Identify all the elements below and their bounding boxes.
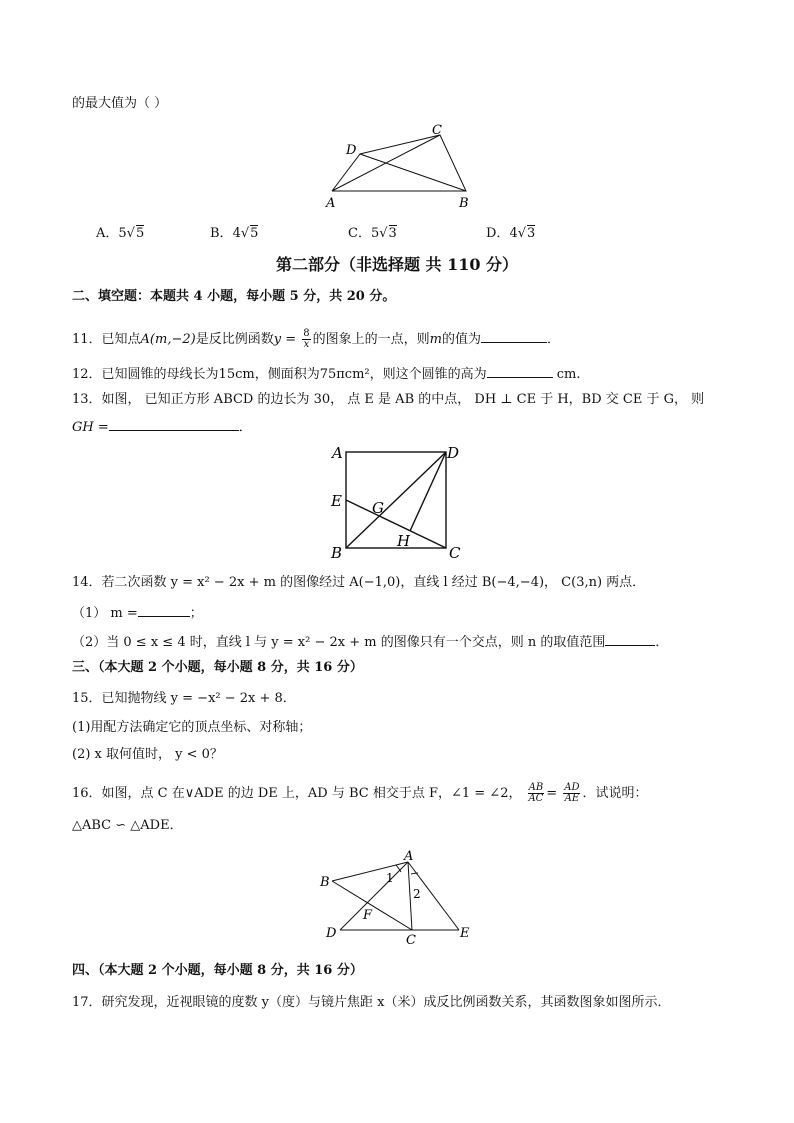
q16-figure (316, 848, 482, 946)
q10-label-b: B (459, 196, 469, 211)
q13-label-h: H (397, 532, 411, 550)
q10-text: 的最大值为（ ） (72, 96, 168, 111)
q16-label-e: E (460, 926, 470, 941)
q16-label-angle-1: 1 (386, 871, 394, 885)
q16-line-ac (408, 862, 412, 930)
q15-part1: (1)用配方法确定它的顶点坐标、对称轴； (72, 720, 312, 735)
q15-part2: (2) x 取何值时， y < 0？ (72, 747, 223, 762)
q14-line1: 14．若二次函数 y = x² − 2x + m 的图像经过 A(−1,0)，直线 l 经过 B(−4,−4)， C(3,n) 两点． (72, 575, 646, 590)
q10-diagonal-bd (360, 154, 466, 191)
q14-part1-blank (138, 603, 190, 617)
q13-answer-blank (109, 417, 239, 431)
q11-fraction: $\frac{8}{x}$ (303, 328, 310, 350)
q11: 11．已知点A(m,−2)是反比例函数y = $\frac{8}{x}$ 的图象上的一点，则m的值为 ． (72, 328, 560, 350)
q16-line1: 16．如图，点 C 在∨ADE 的边 DE 上，AD 与 BC 相交于点 F，∠1 = ∠2， $\frac{AB}{AC}$ = $\frac{AD}{AE}$ ．试说明： (72, 782, 648, 804)
q16-label-c: C (406, 933, 416, 946)
q16-label-a: A (404, 849, 414, 864)
q12-answer-blank (487, 364, 553, 378)
q13-label-c: C (449, 544, 461, 562)
q13-line-dh (410, 452, 446, 531)
q16-label-f: F (363, 908, 373, 923)
q11-answer-blank (481, 329, 547, 343)
q13-label-e: E (331, 492, 342, 510)
q14-part2-blank (605, 632, 655, 646)
q15-line1: 15．已知抛物线 y = −x² − 2x + 8． (72, 691, 296, 706)
q13-figure (326, 442, 466, 562)
q10-figure (318, 122, 478, 212)
q16-fraction-ab-ac: $\frac{AB}{AC}$ (528, 782, 544, 804)
q10-option-b: B．4√5 (210, 226, 259, 241)
q16-label-d: D (326, 926, 337, 941)
q13-line-ec (346, 500, 446, 548)
q16-label-b: B (320, 875, 330, 890)
q10-label-a: A (326, 196, 336, 211)
q12: 12．已知圆锥的母线长为15cm，侧面积为75πcm²，则这个圆锥的高为 cm. (72, 364, 581, 384)
q10-option-d: D．4√3 (486, 226, 536, 241)
q17-line1: 17．研究发现，近视眼镜的度数 y（度）与镜片焦距 x（米）成反比例函数关系，其函数图象如图所示． (72, 995, 671, 1010)
q10-label-c: C (432, 123, 442, 138)
q10-option-a: A．5√5 (96, 226, 145, 241)
q10-option-c: C．5√3 (348, 226, 397, 241)
q13-line-bd (346, 452, 446, 548)
part2-title: 第二部分（非选择题 共 110 分） (275, 255, 519, 274)
q13-label-b: B (331, 544, 343, 562)
q13-line2: GH = ． (72, 417, 252, 437)
section4-heading: 四、（本大题 2 个小题，每小题 8 分，共 16 分） (72, 963, 363, 978)
section3-heading: 三、（本大题 2 个小题，每小题 8 分，共 16 分） (72, 660, 363, 675)
q13-label-g: G (372, 499, 384, 517)
q13-label-d: D (447, 444, 460, 462)
q13-label-a: A (332, 444, 343, 462)
q16-line-ad (340, 862, 408, 930)
q14-part2: （2）当 0 ≤ x ≤ 4 时，直线 l 与 y = x² − 2x + m 的图像只有一个交点，则 n 的取值范围 ． (72, 632, 668, 652)
q16-label-angle-2: 2 (413, 887, 421, 901)
q16-line-ab (332, 862, 408, 881)
q10-label-d: D (346, 143, 357, 158)
q16-fraction-ad-ae: $\frac{AD}{AE}$ (564, 782, 580, 804)
section2-heading: 二、填空题：本题共 4 小题，每小题 5 分，共 20 分。 (72, 289, 396, 304)
q13-line1: 13．如图， 已知正方形 ABCD 的边长为 30， 点 E 是 AB 的中点， DH ⊥ CE 于 H，BD 交 CE 于 G， 则 (72, 392, 705, 407)
q16-line2: △ABC ∽ △ADE． (72, 818, 183, 833)
q14-part1: （1） m = ； (72, 603, 203, 623)
